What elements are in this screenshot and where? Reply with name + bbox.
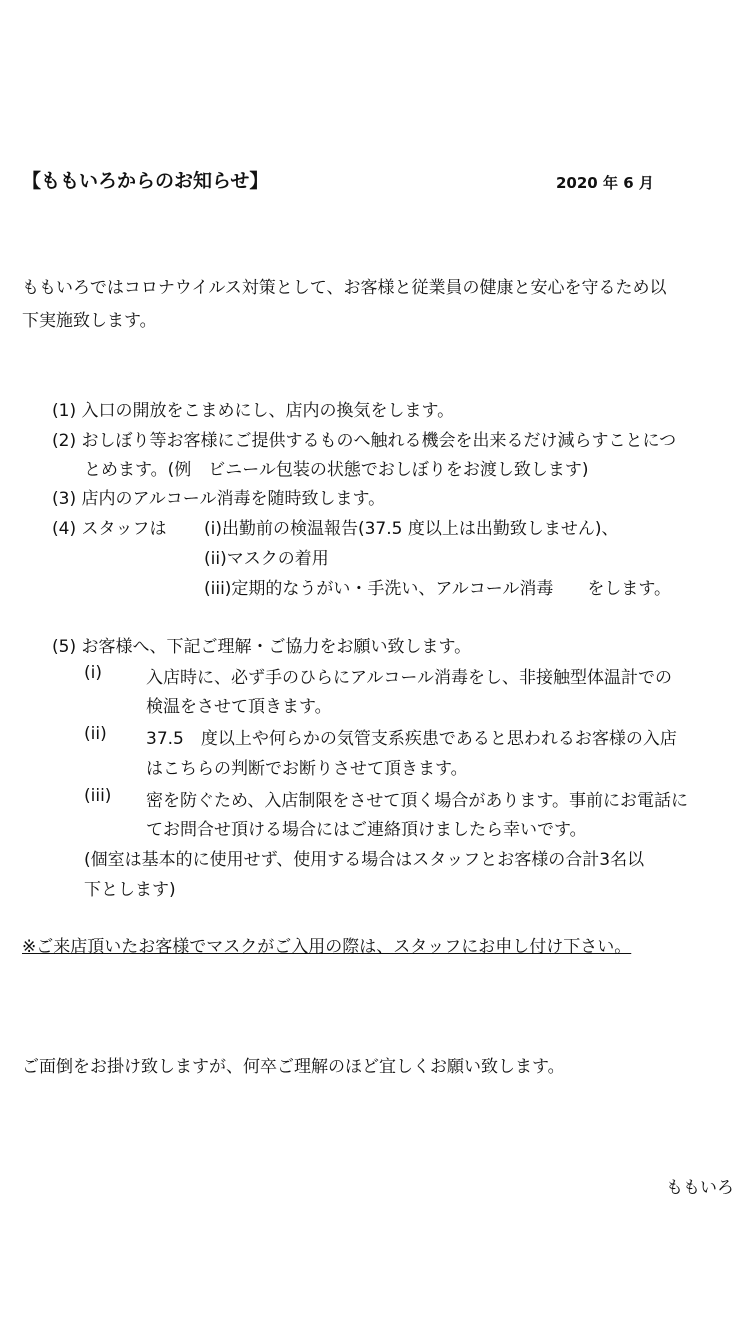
item-2-line-2: とめます。(例 ビニール包装の状態でおしぼりをお渡し致します) (84, 460, 589, 480)
item-4-sub-3: (iii)定期的なうがい・手洗い、アルコール消毒 をします。 (204, 579, 672, 599)
item-5-ii-line-2: はこちらの判断でお断りさせて頂きます。 (146, 759, 468, 779)
item-5: (5) お客様へ、下記ご理解・ご協力をお願い致します。 (52, 637, 472, 657)
intro-line-2: 下実施致します。 (22, 311, 157, 331)
item-3: (3) 店内のアルコール消毒を随時致します。 (52, 489, 386, 509)
note-line-1: (個室は基本的に使用せず、使用する場合はスタッフとお客様の合計3名以 (84, 850, 645, 870)
item-5-i-label: (i) (84, 663, 102, 683)
item-4-sub-2: (ii)マスクの着用 (204, 549, 329, 569)
item-4-label: (4) スタッフは (52, 519, 167, 539)
signature: ももいろ (666, 1178, 734, 1198)
item-2-line-1: (2) おしぼり等お客様にご提供するものへ触れる機会を出来るだけ減らすことにつ (52, 431, 677, 451)
intro-line-1: ももいろではコロナウイルス対策として、お客様と従業員の健康と安心を守るため以 (22, 278, 667, 298)
note-line-2: 下とします) (84, 880, 176, 900)
item-5-i-line-1: 入店時に、必ず手のひらにアルコール消毒をし、非接触型体温計での (146, 668, 672, 688)
item-5-iii-label: (iii) (84, 786, 112, 806)
item-5-ii-line-1: 37.5 度以上や何らかの気管支系疾患であると思われるお客様の入店 (146, 729, 677, 749)
item-5-iii-line-1: 密を防ぐため、入店制限をさせて頂く場合があります。事前にお電話に (146, 791, 688, 811)
mask-notice: ※ご来店頂いたお客様でマスクがご入用の際は、スタッフにお申し付け下さい。 (22, 937, 632, 957)
item-4-sub-1: (i)出勤前の検温報告(37.5 度以上は出勤致しません)、 (204, 519, 619, 539)
item-1: (1) 入口の開放をこまめにし、店内の換気をします。 (52, 401, 455, 421)
closing-text: ご面倒をお掛け致しますが、何卒ご理解のほど宜しくお願い致します。 (22, 1057, 565, 1077)
item-5-i-line-2: 検温をさせて頂きます。 (146, 697, 332, 717)
item-5-ii-label: (ii) (84, 724, 107, 744)
notice-date: 2020 年 6 月 (556, 174, 654, 192)
page-title: 【ももいろからのお知らせ】 (22, 170, 269, 192)
item-5-iii-line-2: てお問合せ頂ける場合にはご連絡頂けましたら幸いです。 (146, 820, 587, 840)
